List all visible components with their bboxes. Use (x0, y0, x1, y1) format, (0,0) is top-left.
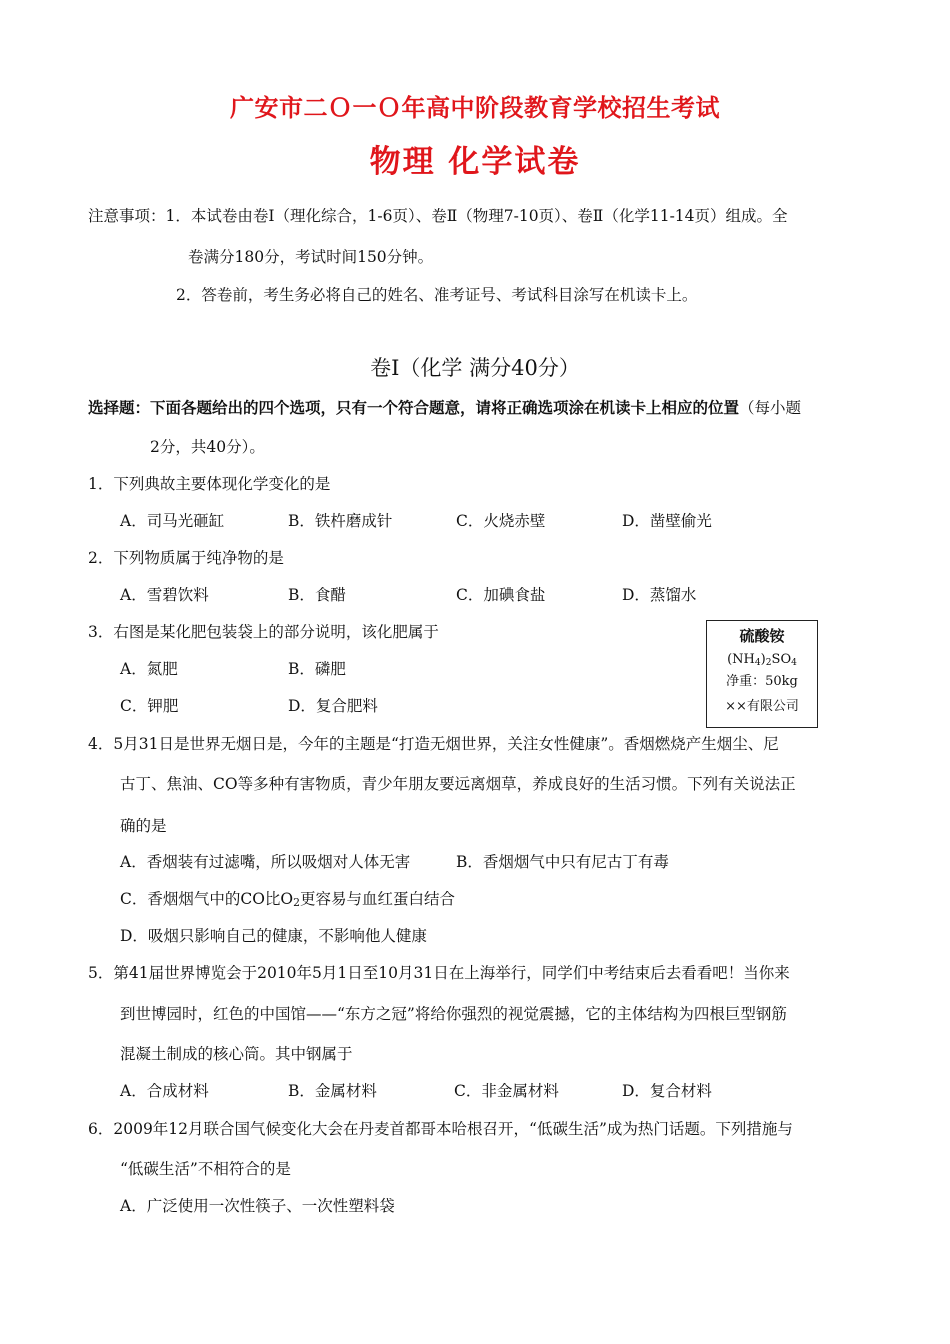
question-4-line-3: 确的是 (120, 817, 167, 835)
q2-option-d: D．蒸馏水 (622, 586, 697, 604)
q1-option-b: B．铁杵磨成针 (288, 512, 393, 530)
instruction-bold: 选择题：下面各题给出的四个选项，只有一个符合题意，请将正确选项涂在机读卡上相应的位置 (88, 398, 740, 417)
fertilizer-name: 硫酸铵 (739, 627, 785, 645)
q3-option-b: B．磷肥 (288, 660, 346, 678)
fertilizer-weight: 净重：50kg (726, 674, 798, 689)
exam-title: 广安市二Ｏ一Ｏ年高中阶段教育学校招生考试 (230, 93, 720, 122)
q4-option-b: B．香烟烟气中只有尼古丁有毒 (456, 853, 669, 871)
notes-line-2: 卷满分180分，考试时间150分钟。 (188, 248, 434, 266)
q4-option-c: C．香烟烟气中的CO比$O_2$更容易与血红蛋白结合 (120, 890, 456, 909)
fertilizer-company: ××有限公司 (725, 699, 799, 714)
q1-option-c: C．火烧赤壁 (456, 512, 546, 530)
question-2-stem: 2．下列物质属于纯净物的是 (88, 549, 284, 567)
section-title: 卷Ⅰ（化学 满分40分） (370, 356, 580, 380)
question-3-stem: 3．右图是某化肥包装袋上的部分说明，该化肥属于 (88, 623, 439, 641)
question-6-line-1: 6．2009年12月联合国气候变化大会在丹麦首都哥本哈根召开，“低碳生活”成为热门话题。下列措施与 (88, 1120, 793, 1138)
q3-option-d: D．复合肥料 (288, 697, 378, 715)
section-instruction (88, 397, 801, 419)
q6-option-a: A．广泛使用一次性筷子、一次性塑料袋 (120, 1197, 395, 1215)
q3-option-c: C．钾肥 (120, 697, 179, 715)
exam-subtitle: 物理 化学试卷 (369, 144, 581, 180)
question-4-line-1: 4．5月31日是世界无烟日是，今年的主题是“打造无烟世界，关注女性健康”。香烟燃烧产生烟尘、尼 (88, 735, 779, 753)
question-4-line-2: 古丁、焦油、CO等多种有害物质，青少年朋友要远离烟草，养成良好的生活习惯。下列有关说法正 (120, 775, 796, 793)
q1-option-d: D．凿壁偷光 (622, 512, 712, 530)
question-6-line-2: “低碳生活”不相符合的是 (120, 1160, 291, 1178)
fertilizer-label (706, 620, 818, 728)
question-1-stem: 1．下列典故主要体现化学变化的是 (88, 475, 331, 493)
q2-option-b: B．食醋 (288, 586, 346, 604)
instruction-rest: （每小题 (739, 399, 802, 417)
notes-line-1: 注意事项：1．本试卷由卷Ⅰ（理化综合，1-6页）、卷Ⅱ（物理7-10页）、卷Ⅱ（化学11-14页）组成。全 (88, 207, 788, 225)
q3-option-a: A．氮肥 (120, 660, 178, 678)
q2-option-c: C．加碘食盐 (456, 586, 546, 604)
q5-option-c: C．非金属材料 (454, 1082, 559, 1100)
q5-option-b: B．金属材料 (288, 1082, 377, 1100)
q4-option-d: D．吸烟只影响自己的健康，不影响他人健康 (120, 927, 427, 945)
section-instruction-2: 2分，共40分）。 (150, 438, 265, 456)
fertilizer-formula: $(NH_4)_2SO_4$ (727, 652, 797, 668)
q2-option-a: A．雪碧饮料 (120, 586, 209, 604)
question-5-line-1: 5．第41届世界博览会于2010年5月1日至10月31日在上海举行，同学们中考结束后去看看吧！当你来 (88, 964, 790, 982)
q5-option-d: D．复合材料 (622, 1082, 712, 1100)
notes-line-3: 2．答卷前，考生务必将自己的姓名、准考证号、考试科目涂写在机读卡上。 (176, 286, 698, 304)
q4-option-a: A．香烟装有过滤嘴，所以吸烟对人体无害 (120, 853, 411, 871)
question-5-line-3: 混凝土制成的核心筒。其中钢属于 (120, 1045, 353, 1063)
q1-option-a: A．司马光砸缸 (120, 512, 225, 530)
q5-option-a: A．合成材料 (120, 1082, 209, 1100)
question-5-line-2: 到世博园时，红色的中国馆——“东方之冠”将给你强烈的视觉震撼，它的主体结构为四根巨型钢筋 (120, 1005, 787, 1023)
